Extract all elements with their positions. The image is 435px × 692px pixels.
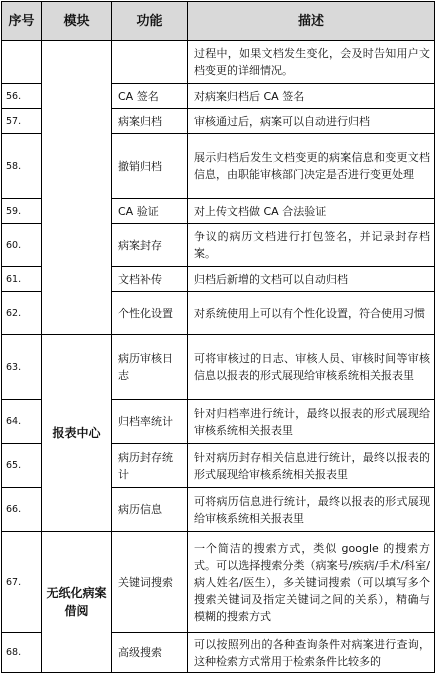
row-seq: 61. [2, 267, 42, 292]
row-seq [2, 41, 42, 84]
row-seq: 60. [2, 224, 42, 267]
row-seq: 67. [2, 532, 42, 633]
row-function: 病历信息 [112, 488, 188, 532]
header-description: 描述 [188, 2, 435, 41]
row-function: 病历审核日志 [112, 335, 188, 400]
row-function: 病历封存统计 [112, 444, 188, 488]
row-description: 归档后新增的文档可以自动归档 [188, 267, 435, 292]
row-seq: 62. [2, 292, 42, 335]
row-function: 个性化设置 [112, 292, 188, 335]
header-function: 功能 [112, 2, 188, 41]
row-description: 过程中，如果文档发生变化，会及时告知用户文档变更的详细情况。 [188, 41, 435, 84]
row-seq: 65. [2, 444, 42, 488]
row-function: 归档率统计 [112, 400, 188, 444]
row-description: 一个简洁的搜索方式，类似 google 的搜索方式。可以选择搜索分类（病案号/疾病/手术/科室/病人姓名/医生），多关键词搜索（可以填写多个搜索关键词及指定关键词之间的关系），精确与模糊的搜索方式 [188, 532, 435, 633]
row-function: 病案封存 [112, 224, 188, 267]
row-description: 审核通过后，病案可以自动进行归档 [188, 109, 435, 134]
row-function: CA 验证 [112, 199, 188, 224]
table-row [2, 532, 435, 633]
row-description: 可将审核过的日志、审核人员、审核时间等审核信息以报表的形式展现给审核系统相关报表里 [188, 335, 435, 400]
row-function: 高级搜索 [112, 633, 188, 673]
row-description: 可将病历信息进行统计，最终以报表的形式展现给审核系统相关报表里 [188, 488, 435, 532]
row-description: 对上传文档做 CA 合法验证 [188, 199, 435, 224]
header-module: 模块 [42, 2, 112, 41]
row-function: CA 签名 [112, 84, 188, 109]
row-function: 病案归档 [112, 109, 188, 134]
module-report-center: 报表中心 [42, 335, 112, 532]
row-function [112, 41, 188, 84]
row-description: 展示归档后发生文档变更的病案信息和变更文档信息，由职能审核部门决定是否进行变更处理 [188, 134, 435, 199]
module-cell-empty [42, 41, 112, 335]
row-seq: 57. [2, 109, 42, 134]
row-seq: 66. [2, 488, 42, 532]
row-seq: 58. [2, 134, 42, 199]
row-function: 撤销归档 [112, 134, 188, 199]
row-description: 争议的病历文档进行打包签名，并记录封存档案。 [188, 224, 435, 267]
row-description: 针对归档率进行统计，最终以报表的形式展现给审核系统相关报表里 [188, 400, 435, 444]
row-description: 对系统使用上可以有个性化设置，符合使用习惯 [188, 292, 435, 335]
header-seq: 序号 [2, 2, 42, 41]
row-seq: 59. [2, 199, 42, 224]
table-header-row [2, 2, 435, 41]
row-description: 对病案归档后 CA 签名 [188, 84, 435, 109]
row-seq: 63. [2, 335, 42, 400]
table-row [2, 41, 435, 84]
row-seq: 56. [2, 84, 42, 109]
row-description: 可以按照列出的各种查询条件对病案进行查询，这种检索方式常用于检索条件比较多的 [188, 633, 435, 673]
row-function: 关键词搜索 [112, 532, 188, 633]
module-function-table [1, 1, 435, 673]
row-seq: 68. [2, 633, 42, 673]
module-paperless-borrowing: 无纸化病案借阅 [42, 532, 112, 673]
table-row [2, 335, 435, 400]
row-seq: 64. [2, 400, 42, 444]
row-description: 针对病历封存相关信息进行统计，最终以报表的形式展现给审核系统相关报表里 [188, 444, 435, 488]
row-function: 文档补传 [112, 267, 188, 292]
